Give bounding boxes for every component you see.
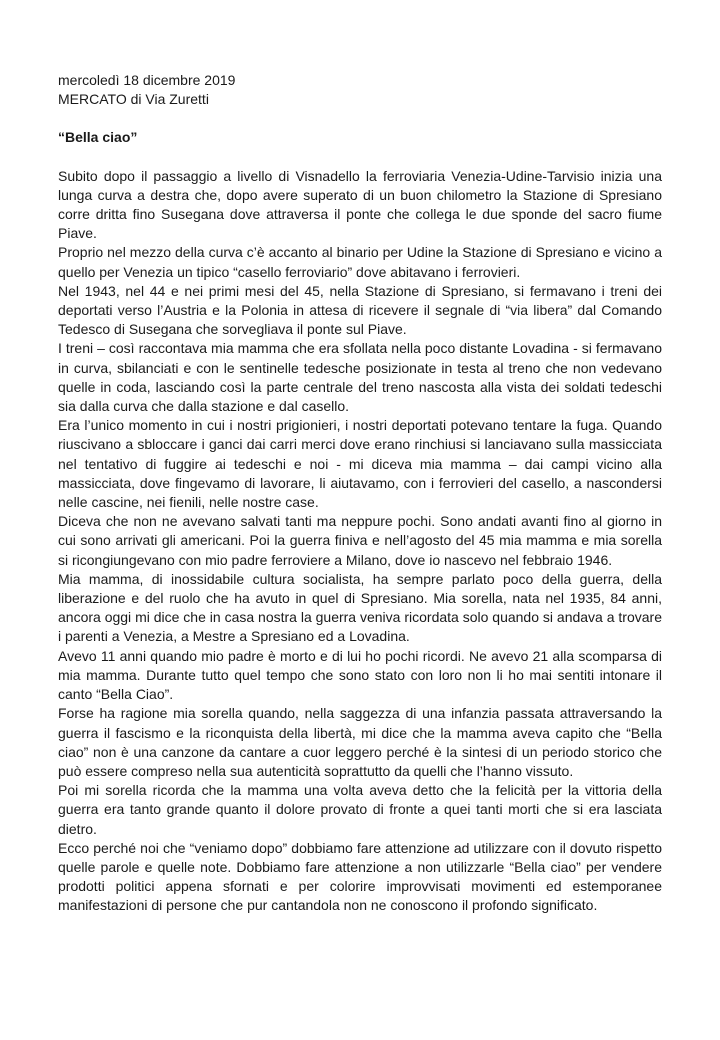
document-location: MERCATO di Via Zuretti	[58, 91, 209, 108]
paragraph-1: Subito dopo il passaggio a livello di Visnadello la ferroviaria Venezia-Udine-Tarvisio inizia una lunga curva a destra che, dopo avere superato di un buon chilometro la Stazione di Spresiano corre dritta fino Susegana dove attraversa il ponte che collega le due sponde del sacro fiume Piave.	[58, 167, 662, 242]
paragraph-11: Ecco perché noi che “veniamo dopo” dobbiamo fare attenzione ad utilizzare con il dovuto rispetto quelle parole e quelle note. Dobbiamo fare attenzione a non utilizzarle “Bella ciao” per vendere prodotti politici appena sfornati e per colorire improvvisati movimenti ed estemporanee manifestazioni di persone che pur cantandola non ne conoscono il profondo significato.	[58, 839, 662, 914]
document-page	[58, 71, 662, 916]
document-title: “Bella ciao”	[58, 129, 138, 146]
paragraph-2: Proprio nel mezzo della curva c’è accanto al binario per Udine la Stazione di Spresiano e vicino a quello per Venezia un tipico “casello ferroviario” dove abitavano i ferrovieri.	[58, 244, 662, 280]
paragraph-3: Nel 1943, nel 44 e nei primi mesi del 45, nella Stazione di Spresiano, si fermavano i treni dei deportati verso l’Austria e la Polonia in attesa di ricevere il segnale di “via libera” dal Comando Tedesco di Susegana che sorvegliava il ponte sul Piave.	[58, 282, 662, 338]
document-body	[58, 167, 662, 916]
paragraph-8: Avevo 11 anni quando mio padre è morto e di lui ho pochi ricordi. Ne avevo 21 alla scomparsa di mia mamma. Durante tutto quel tempo che sono stato con loro non li ho mai sentiti intonare il canto “Bella Ciao”.	[58, 647, 662, 703]
paragraph-6: Diceva che non ne avevano salvati tanti ma neppure pochi. Sono andati avanti fino al giorno in cui sono arrivati gli americani. Poi la guerra finiva e nell’agosto del 45 mia mamma e mia sorella si ricongiungevano con mio padre ferroviere a Milano, dove io nascevo nel febbraio 1946.	[58, 513, 662, 568]
paragraph-9: Forse ha ragione mia sorella quando, nella saggezza di una infanzia passata attraversando la guerra il fascismo e la riconquista della libertà, mi dice che la mamma aveva capito che “Bella ciao” non è una canzone da cantare a cuor leggero perché è la sintesi di un periodo storico che può essere compreso nella sua autenticità soprattutto da quelli che l’hanno vissuto.	[58, 705, 662, 779]
paragraph-10: Poi mi sorella ricorda che la mamma una volta aveva detto che la felicità per la vittoria della guerra era tanto grande quanto il dolore provato di fronte a quei tanti morti che si era lasciata dietro.	[58, 782, 662, 837]
document-date: mercoledì 18 dicembre 2019	[58, 72, 236, 88]
paragraph-4: I treni – così raccontava mia mamma che era sfollata nella poco distante Lovadina - si fermavano in curva, sbilanciati e con le sentinelle tedesche posizionate in testa al treno che non vedevano quelle in coda, lasciando così la parte centrale del treno nascosta alla vista dei soldati tedeschi sia dalla curva che dalla stazione e dal casello.	[58, 340, 662, 415]
paragraph-7: Mia mamma, di inossidabile cultura socialista, ha sempre parlato poco della guerra, della liberazione e del ruolo che ha avuto in quel di Spresiano. Mia sorella, nata nel 1935, 84 anni, ancora oggi mi dice che in casa nostra la guerra veniva ricordata solo quando si andava a trovare i parenti a Venezia, a Mestre a Spresiano ed a Lovadina.	[58, 570, 662, 645]
paragraph-5: Era l’unico momento in cui i nostri prigionieri, i nostri deportati potevano tentare la fuga. Quando riuscivano a sbloccare i ganci dai carri merci dove erano rinchiusi si lanciavano sulla massicciata nel tentativo di fuggire ai tedeschi e noi - mi diceva mia mamma – dai campi vicino alla massicciata, dove fingevamo di lavorare, li aiutavamo, con i ferrovieri del casello, a nascondersi nelle cascine, nei fienili, nelle nostre case.	[58, 417, 662, 511]
